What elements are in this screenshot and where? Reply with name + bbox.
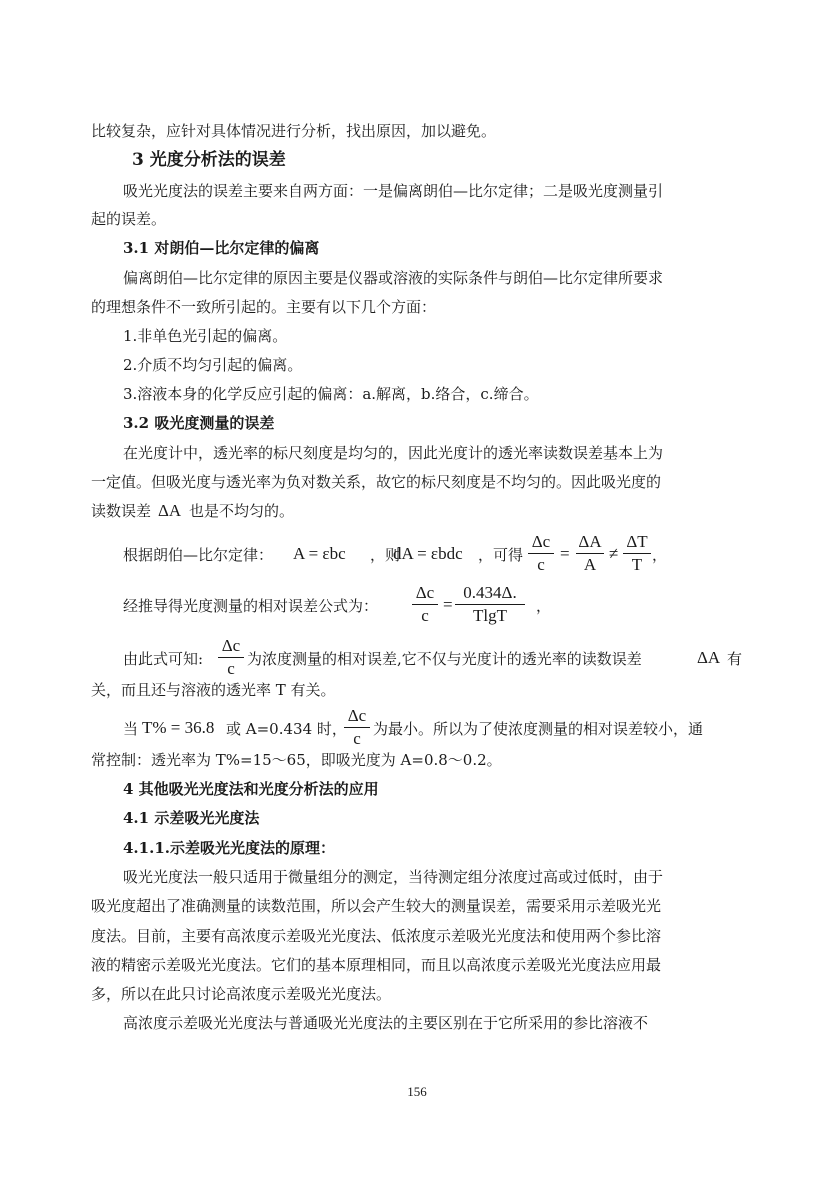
fraction-dc-c [412, 583, 438, 626]
section-heading-4: 4 其他吸光光度法和光度分析法的应用 [123, 780, 379, 798]
paragraph-line: 一定值。但吸光度与透光率为负对数关系，故它的标尺刻度是不均匀的。因此吸光度的 [91, 473, 662, 491]
denominator: c [537, 555, 545, 574]
equals-sign: = [443, 595, 453, 614]
paragraph-line: 高浓度示差吸光光度法与普通吸光光度法的主要区别在于它所采用的参比溶液不 [123, 1014, 649, 1032]
paragraph-line: 读数误差 [91, 502, 152, 520]
formula-text: ，则 [370, 546, 401, 564]
paragraph-line: 常控制：透光率为 T%=15～65，即吸光度为 A=0.8～0.2。 [91, 751, 502, 769]
numerator: ΔA [578, 532, 602, 551]
fraction-bar [344, 727, 370, 728]
paragraph-line: 为浓度测量的相对误差,它不仅与光度计的透光率的读数误差 [247, 650, 642, 668]
fraction-dT-T [623, 532, 651, 575]
fraction-dc-c [218, 636, 244, 679]
fraction-relative-error [455, 583, 525, 626]
paragraph-line: 起的误差。 [91, 210, 167, 228]
paragraph-line: 吸光光度法一般只适用于微量组分的测定，当待测定组分浓度过高或过低时，由于 [123, 868, 664, 886]
formula-text: ， [536, 597, 552, 615]
denominator: c [421, 606, 429, 625]
math-inline: ΔA [158, 501, 182, 520]
paragraph-line: 当 [123, 720, 139, 738]
paragraph-line: 由此式可知: [123, 650, 204, 668]
paragraph-line: 吸光度超出了准确测量的读数范围，所以会产生较大的测量误差，需要采用示差吸光光 [91, 897, 662, 915]
fraction-bar [218, 657, 244, 658]
numerator: ΔT [626, 532, 648, 551]
subsubsection-heading-4-1-1: 4.1.1.示差吸光光度法的原理： [123, 839, 335, 857]
paragraph-line: 比较复杂，应针对具体情况进行分析，找出原因，加以避免。 [91, 122, 497, 140]
numerator: Δc [531, 532, 551, 551]
not-equal-sign: ≠ [609, 544, 619, 563]
paragraph-line: 或 A=0.434 时， [226, 720, 347, 738]
paragraph-line: 在光度计中，透光率的标尺刻度是均匀的，因此光度计的透光率读数误差基本上为 [123, 444, 664, 462]
numerator: 0.434Δ. [463, 583, 517, 602]
equals-sign: = [560, 544, 570, 563]
formula-text: ，可得 [478, 546, 524, 564]
fraction-dc-c [528, 532, 554, 575]
numerator: Δc [415, 583, 435, 602]
section-heading-3: 3 光度分析法的误差 [132, 150, 286, 170]
paragraph-line: 有 [727, 650, 743, 668]
formula-intro: 经推导得光度测量的相对误差公式为： [123, 597, 379, 615]
formula-differential: dA = εbdc [393, 544, 463, 563]
formula-intro: 根据朗伯—比尔定律： [123, 546, 274, 564]
fraction-bar [412, 604, 438, 605]
paragraph-line: 的理想条件不一致所引起的。主要有以下几个方面： [91, 298, 437, 316]
fraction-bar [455, 604, 525, 605]
subsection-heading-4-1: 4.1 示差吸光光度法 [123, 809, 260, 827]
paragraph-line: 关，而且还与溶液的透光率 T 有关。 [91, 681, 336, 699]
denominator: c [353, 729, 361, 748]
list-item: 2.介质不均匀引起的偏离。 [123, 356, 303, 374]
paragraph-line: 多，所以在此只讨论高浓度示差吸光光度法。 [91, 985, 392, 1003]
fraction-dA-A [576, 532, 604, 575]
paragraph-line: 液的精密示差吸光光度法。它们的基本原理相同，而且以高浓度示差吸光光度法应用最 [91, 956, 662, 974]
denominator: T [631, 555, 643, 574]
denominator: TlgT [473, 606, 507, 625]
math-inline: ΔA [697, 648, 721, 667]
fraction-bar [576, 553, 604, 554]
fraction-bar [528, 553, 554, 554]
subsection-heading-3-1: 3.1 对朗伯—比尔定律的偏离 [123, 239, 320, 257]
list-item: 3.溶液本身的化学反应引起的偏离：a.解离，b.络合，c.缔合。 [123, 385, 539, 403]
paragraph-line: 也是不均匀的。 [189, 502, 295, 520]
numerator: Δc [347, 706, 367, 725]
formula-text: ， [652, 546, 668, 564]
paragraph-line: 度法。目前，主要有高浓度示差吸光光度法、低浓度示差吸光光度法和使用两个参比溶 [91, 927, 662, 945]
math-inline: T% = 36.8 [142, 718, 215, 737]
fraction-bar [623, 553, 651, 554]
subsection-heading-3-2: 3.2 吸光度测量的误差 [123, 414, 275, 432]
paragraph-line: 偏离朗伯—比尔定律的原因主要是仪器或溶液的实际条件与朗伯—比尔定律所要求 [123, 269, 664, 287]
paragraph-line: 为最小。所以为了使浓度测量的相对误差较小，通 [373, 720, 704, 738]
denominator: A [583, 555, 597, 574]
denominator: c [227, 659, 235, 678]
fraction-dc-c [344, 706, 370, 749]
page-number: 156 [407, 1084, 427, 1099]
formula-beer-lambert: A = εbc [293, 544, 346, 563]
numerator: Δc [221, 636, 241, 655]
paragraph-line: 吸光光度法的误差主要来自两方面：一是偏离朗伯—比尔定律；二是吸光度测量引 [123, 182, 664, 200]
list-item: 1.非单色光引起的偏离。 [123, 327, 288, 345]
